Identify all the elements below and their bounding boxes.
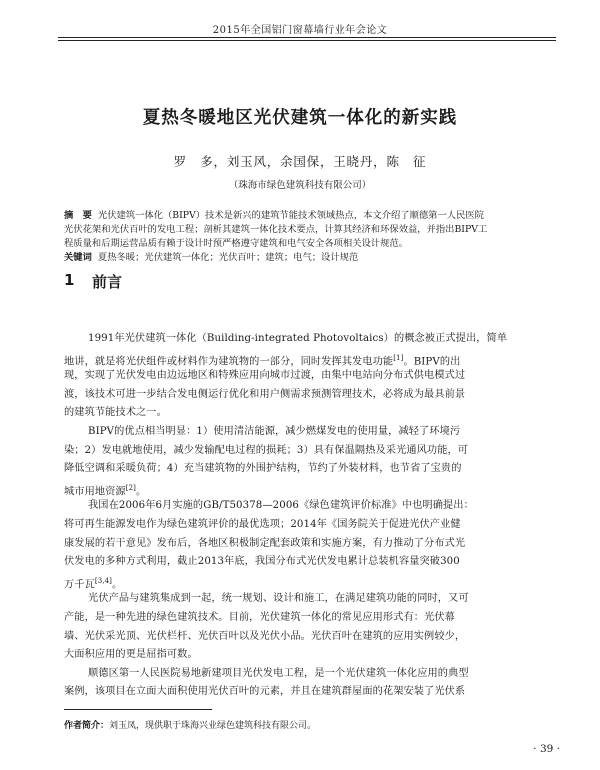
body-line: 光伏产品与建筑集成到一起，统一规划、设计和施工，在满足建筑功能的同时，又可	[88, 593, 469, 605]
paper-title: 夏热冬暖地区光伏建筑一体化的新实践	[142, 108, 458, 128]
body-line: 渡，该技术可进一步结合发电侧运行优化和用户侧需求预测管理技术，必将成为最具前景	[64, 388, 466, 400]
body-line: 城市用地资源[2]。	[64, 483, 147, 498]
body-line: BIPV的优点相当明显：1）使用清洁能源，减少燃煤发电的使用量，减轻了环境污	[88, 426, 461, 437]
abstract-line: 程质量和后期运营品质有赖于设计时预严格遵守建筑和电气安全各项相关设计规范。	[64, 238, 408, 249]
header-rule-thin	[58, 40, 556, 41]
body-line: 1991年光伏建筑一体化（Building-integrated Photovoltaics）的概念被正式提出，简单	[88, 333, 508, 344]
body-line: 顺德区第一人民医院易地新建项目光伏发电工程，是一个光伏建筑一体化应用的典型	[88, 667, 469, 679]
body-line: 染；2）发电就地使用，减少发输配电过程的损耗；3）具有保温隔热及采光通风功能，可	[64, 444, 469, 456]
footnote-text: 刘玉凤，现供职于珠海兴业绿色建筑科技有限公司。	[109, 721, 317, 731]
body-line: 我国在2006年6月实施的GB/T50378—2006《绿色建筑评价标准》中也明确提出：	[88, 500, 474, 512]
footnote-label: 作者简介：	[64, 721, 110, 731]
body-line: 将可再生能源发电作为绿色建筑评价的最优选项；2014年《国务院关于促进光伏产业健	[64, 519, 461, 530]
body-line: 康发展的若干意见》发布后，各地区积极制定配套政策和实施方案，有力推动了分布式光	[64, 537, 466, 549]
body-line: 墙、光伏采光顶、光伏栏杆、光伏百叶以及光伏小品。光伏百叶在建筑的应用实例较少，	[64, 630, 466, 642]
section-title: 前言	[92, 273, 123, 291]
body-line: 现，实现了光伏发电由边远地区和特殊应用向城市过渡，由集中电站向分布式供电模式过	[64, 370, 466, 382]
body-line: 案例，该项目在立面大面积使用光伏百叶的元素，并且在建筑群屋面的花架安装了光伏系	[64, 686, 466, 698]
section-number: 1	[64, 271, 75, 289]
body-line: 的建筑节能技术之一。	[64, 407, 167, 419]
body-line: 地讲，就是将光伏组件或材料作为建筑物的一部分，同时发挥其发电功能[1]。BIPV的出	[64, 353, 461, 367]
keywords-line	[64, 251, 564, 265]
keywords-label: 关键词	[64, 252, 92, 263]
body-line: 降低空调和采暖负荷；4）充当建筑物的外围护结构，节约了外装材料，也节省了宝贵的	[64, 463, 462, 475]
keywords-text: 夏热冬暖；光伏建筑一体化；光伏百叶；建筑；电气；设计规范	[97, 252, 359, 263]
abstract-line	[64, 209, 564, 223]
body-line: 伏发电的多种方式利用，截止2013年底，我国分布式光伏发电累计总装机容量突破300	[64, 556, 460, 568]
abstract-text: 光伏建筑一体化（BIPV）技术是新兴的建筑节能技术领域热点，本文介绍了顺德第一人民医院	[97, 210, 484, 221]
body-line: 大面积应用的更是屈指可数。	[64, 649, 198, 661]
body-line: 产能，是一种先进的绿色建筑技术。目前，光伏建筑一体化的常见应用形式有：光伏幕	[64, 612, 455, 623]
affiliation: （珠海市绿色建筑科技有限公司）	[228, 180, 372, 191]
abstract-label: 摘 要	[64, 210, 92, 221]
authors: 罗 多，刘玉风，余国保，王晓丹，陈 征	[173, 154, 427, 169]
abstract-line: 光伏花架和光伏百叶的发电工程；剖析其建筑一体化技术要点，计算其经济和环保效益，并指出BIPV工	[64, 224, 488, 235]
header-rule	[58, 37, 556, 38]
page-number: · 39 ·	[533, 743, 560, 755]
body-line: 万千瓦[3,4]。	[64, 576, 123, 591]
footnote-rule	[64, 709, 212, 710]
footnote	[64, 718, 316, 731]
running-header: 2015年全国铝门窗幕墙行业年会论文	[212, 25, 388, 36]
